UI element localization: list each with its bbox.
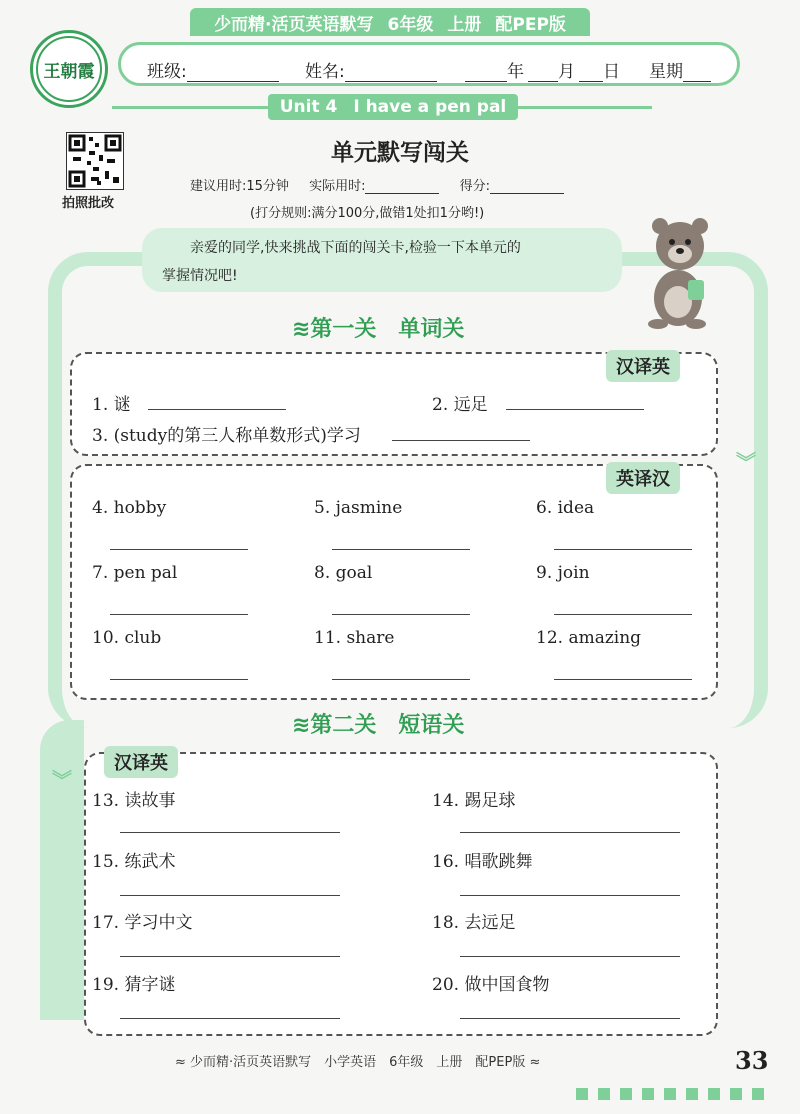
answer-line-8[interactable] [332, 614, 470, 615]
word-item-11: 11. share [314, 628, 395, 648]
intro-bubble [142, 228, 622, 292]
day-label: 日 [603, 62, 620, 82]
answer-line-9[interactable] [554, 614, 692, 615]
section1-title: ≋第一关 单词关 [282, 312, 474, 343]
year-label: 年 [507, 62, 524, 82]
class-field[interactable] [147, 57, 279, 82]
section2-title: ≋第二关 短语关 [282, 708, 474, 739]
bear-mascot-icon [630, 212, 730, 332]
word-item-8: 8. goal [314, 563, 373, 583]
answer-line-12[interactable] [554, 679, 692, 680]
weekday-field[interactable] [649, 57, 711, 82]
intro-line2: 掌握情况吧! [162, 268, 238, 284]
answer-line-18[interactable] [460, 956, 680, 957]
name-field[interactable] [305, 57, 437, 82]
tag-en-cn: 英译汉 [606, 462, 680, 494]
answer-line-6[interactable] [554, 549, 692, 550]
answer-line-10[interactable] [110, 679, 248, 680]
answer-line-13[interactable] [120, 832, 340, 833]
word-item-9: 9. join [536, 563, 590, 583]
score-label: 得分: [459, 179, 490, 194]
answer-line-2[interactable] [506, 409, 644, 410]
phrase-item-19: 19. 猜字谜 [92, 975, 176, 995]
volume: 上册 [447, 14, 482, 35]
intro-line1: 亲爱的同学,快来挑战下面的闯关卡,检验一下本单元的 [190, 240, 521, 256]
word-item-12: 12. amazing [536, 628, 642, 648]
edition: 配PEP版 [495, 14, 566, 35]
chevron-down-icon-2: ︾ [52, 768, 72, 792]
suggested-time: 建议用时:15分钟 [190, 179, 289, 194]
word-item-7: 7. pen pal [92, 563, 178, 583]
answer-line-4[interactable] [110, 549, 248, 550]
phrase-item-17: 17. 学习中文 [92, 913, 193, 933]
unit-number: Unit 4 [279, 97, 338, 117]
page-title: 单元默写闯关 [331, 140, 469, 166]
unit-title: I have a pen pal [353, 97, 507, 117]
weekday-label: 星期 [649, 62, 683, 82]
page-number: 33 [735, 1046, 769, 1075]
answer-line-16[interactable] [460, 895, 680, 896]
phrase-item-16: 16. 唱歌跳舞 [432, 852, 533, 872]
word-item-1: 1. 谜 [92, 395, 131, 415]
answer-line-15[interactable] [120, 895, 340, 896]
series-banner [190, 8, 590, 36]
answer-line-1[interactable] [148, 409, 286, 410]
answer-line-20[interactable] [460, 1018, 680, 1019]
chevron-down-icon: ︾ [736, 450, 756, 474]
footer-text: ≈ 少而精·活页英语默写 小学英语 6年级 上册 配PEP版 ≈ [175, 1055, 541, 1070]
answer-line-19[interactable] [120, 1018, 340, 1019]
answer-line-14[interactable] [460, 832, 680, 833]
tag-cn-en: 汉译英 [606, 350, 680, 382]
section2-box [84, 752, 718, 1036]
scoring-rules: (打分规则:满分100分,做错1处扣1分哟!) [250, 206, 485, 221]
phrase-item-15: 15. 练武术 [92, 852, 176, 872]
class-label: 班级: [147, 62, 187, 82]
grade: 6年级 [387, 14, 434, 35]
logo-text: 王朝霞 [36, 36, 102, 102]
time-row [190, 175, 564, 194]
series-name: 少而精·活页英语默写 [214, 14, 374, 35]
word-item-2: 2. 远足 [432, 395, 488, 415]
phrase-item-13: 13. 读故事 [92, 791, 176, 811]
phrase-item-20: 20. 做中国食物 [432, 975, 550, 995]
answer-line-17[interactable] [120, 956, 340, 957]
phrase-item-14: 14. 踢足球 [432, 791, 516, 811]
answer-line-3[interactable] [392, 440, 530, 441]
answer-line-5[interactable] [332, 549, 470, 550]
unit-banner [268, 94, 518, 120]
word-item-5: 5. jasmine [314, 498, 403, 518]
word-item-6: 6. idea [536, 498, 595, 518]
phrase-item-18: 18. 去远足 [432, 913, 516, 933]
student-info-bar [118, 42, 740, 86]
answer-line-7[interactable] [110, 614, 248, 615]
bear-mascot [630, 212, 730, 332]
answer-line-11[interactable] [332, 679, 470, 680]
date-field[interactable] [465, 57, 620, 82]
word-item-3: 3. (study的第三人称单数形式)学习 [92, 426, 361, 446]
qr-label: 拍照批改 [62, 196, 115, 211]
month-label: 月 [558, 62, 575, 82]
name-label: 姓名: [305, 62, 345, 82]
brand-logo [30, 30, 108, 108]
word-item-10: 10. club [92, 628, 162, 648]
tag-phrase-cn-en: 汉译英 [104, 746, 178, 778]
word-item-4: 4. hobby [92, 498, 167, 518]
actual-time-label: 实际用时: [309, 179, 366, 194]
